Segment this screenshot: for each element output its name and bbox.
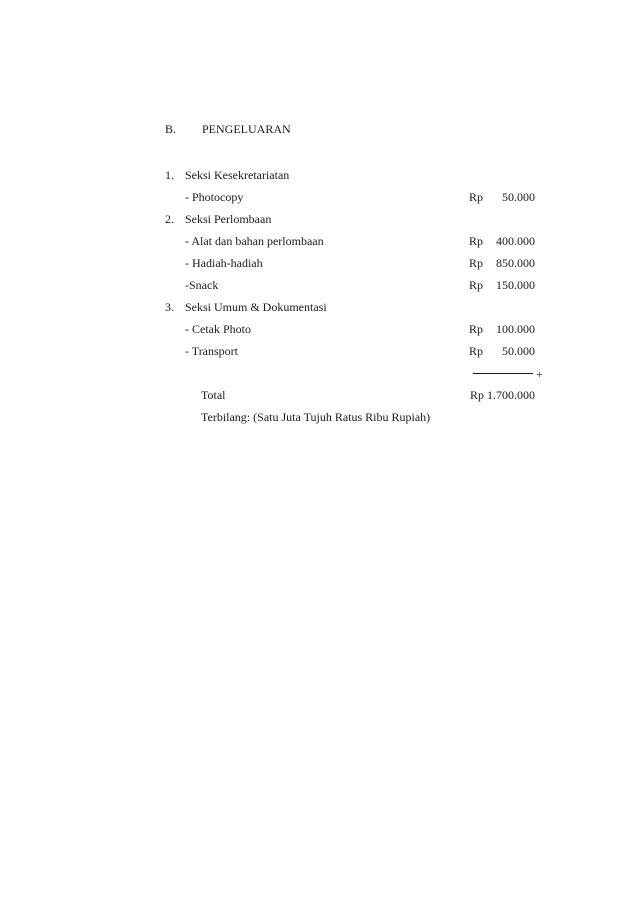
expense-item-amount: 50.000 <box>502 344 535 358</box>
sum-line <box>473 373 533 374</box>
expense-item-amount: 50.000 <box>502 190 535 204</box>
expense-item-amount: 100.000 <box>496 322 535 336</box>
group-title: Seksi Kesekretariatan <box>185 168 290 182</box>
group-number: 2. <box>165 212 174 226</box>
group-number: 1. <box>165 168 174 182</box>
expense-item-label: - Alat dan bahan perlombaan <box>185 234 324 248</box>
expense-item-label: - Photocopy <box>185 190 244 204</box>
group-number: 3. <box>165 300 174 314</box>
section-letter: B. <box>165 122 177 136</box>
section-title: PENGELUARAN <box>202 122 291 136</box>
currency-label: Rp <box>469 256 484 270</box>
expense-item-label: -Snack <box>185 278 219 292</box>
expense-item-label: - Hadiah-hadiah <box>185 256 263 270</box>
total-value: Rp 1.700.000 <box>469 388 535 402</box>
currency-label: Rp <box>469 234 484 248</box>
amount-in-words: Terbilang: (Satu Juta Tujuh Ratus Ribu Rupiah) <box>201 410 431 424</box>
group-title: Seksi Umum & Dokumentasi <box>185 300 327 314</box>
currency-label: Rp <box>469 344 484 358</box>
group-title: Seksi Perlombaan <box>185 212 272 226</box>
expense-item-amount: 400.000 <box>496 234 535 248</box>
expense-item-label: - Cetak Photo <box>185 322 251 336</box>
expense-item-label: - Transport <box>185 344 239 358</box>
expense-item-amount: 850.000 <box>496 256 535 270</box>
expense-item-amount: 150.000 <box>496 278 535 292</box>
sum-sign: + <box>536 367 543 381</box>
currency-label: Rp <box>469 278 484 292</box>
currency-label: Rp <box>469 322 484 336</box>
total-label: Total <box>201 388 226 402</box>
currency-label: Rp <box>469 190 484 204</box>
